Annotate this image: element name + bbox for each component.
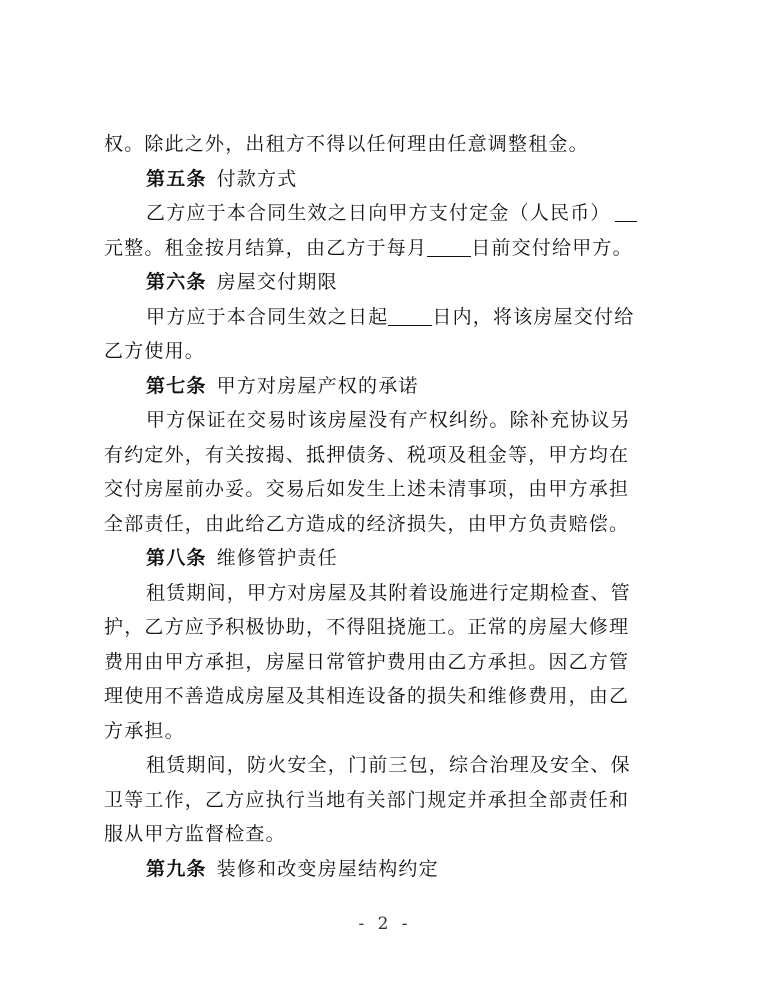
article-number: 第八条 xyxy=(146,547,207,569)
fill-in-blank xyxy=(388,305,432,326)
line-text: 日内，将该房屋交付给 xyxy=(432,305,635,328)
paragraph-line: 租赁期间，甲方对房屋及其附着设施进行定期检查、管 xyxy=(146,581,631,604)
paragraph-line: 理使用不善造成房屋及其相连设备的损失和维修费用，由乙 xyxy=(104,685,630,707)
article-heading xyxy=(104,541,670,576)
article-number: 第九条 xyxy=(146,857,207,880)
paragraph-line xyxy=(104,196,670,231)
paragraph-line: 全部责任，由此给乙方造成的经济损失，由甲方负责赔偿。 xyxy=(104,512,630,535)
paragraph-line xyxy=(104,231,670,266)
paragraph-line: 交付房屋前办妥。交易后如发生上述未清事项，由甲方承担 xyxy=(104,478,630,500)
paragraph-line: 卫等工作，乙方应执行当地有关部门规定并承担全部责任和 xyxy=(104,788,630,811)
article-title: 房屋交付期限 xyxy=(216,271,338,293)
article-title: 维修管护责任 xyxy=(216,547,338,569)
line-text: 元整。租金按月结算，由乙方于每月 xyxy=(104,236,428,259)
paragraph-line: 护，乙方应予积极协助，不得阻挠施工。正常的房屋大修理 xyxy=(104,616,630,638)
article-number: 第七条 xyxy=(146,374,207,397)
line-text: 日前交付给甲方。 xyxy=(471,236,633,259)
paragraph-line: 甲方保证在交易时该房屋没有产权纠纷。除补充协议另 xyxy=(146,409,631,431)
fill-in-blank xyxy=(615,201,637,222)
article-title: 付款方式 xyxy=(216,167,298,190)
paragraph-line: 方承担。 xyxy=(104,719,185,742)
article-heading xyxy=(104,369,670,404)
article-heading xyxy=(104,265,670,300)
paragraph-line: 乙方使用。 xyxy=(104,340,206,362)
fill-in-blank xyxy=(427,236,471,257)
paragraph-line: 服从甲方监督检查。 xyxy=(104,823,286,845)
article-title: 甲方对房屋产权的承诺 xyxy=(216,374,419,397)
document-page xyxy=(104,127,670,886)
paragraph-line: 租赁期间，防火安全，门前三包，综合治理及安全、保 xyxy=(146,754,631,776)
paragraph-line: 权。除此之外，出租方不得以任何理由任意调整租金。 xyxy=(104,133,589,155)
article-title: 装修和改变房屋结构约定 xyxy=(216,857,439,880)
line-text: 乙方应于本合同生效之日向甲方支付定金（人民币） xyxy=(146,202,611,224)
paragraph-line: 有约定外，有关按揭、抵押债务、税项及租金等，甲方均在 xyxy=(104,443,630,466)
line-text: 甲方应于本合同生效之日起 xyxy=(146,305,389,328)
article-number: 第六条 xyxy=(146,271,207,293)
page-number: - 2 - xyxy=(358,914,412,934)
paragraph-line: 费用由甲方承担，房屋日常管护费用由乙方承担。因乙方管 xyxy=(104,650,630,673)
paragraph-line xyxy=(104,300,670,335)
article-heading xyxy=(104,852,670,887)
article-heading xyxy=(104,162,670,197)
article-number: 第五条 xyxy=(146,167,207,190)
